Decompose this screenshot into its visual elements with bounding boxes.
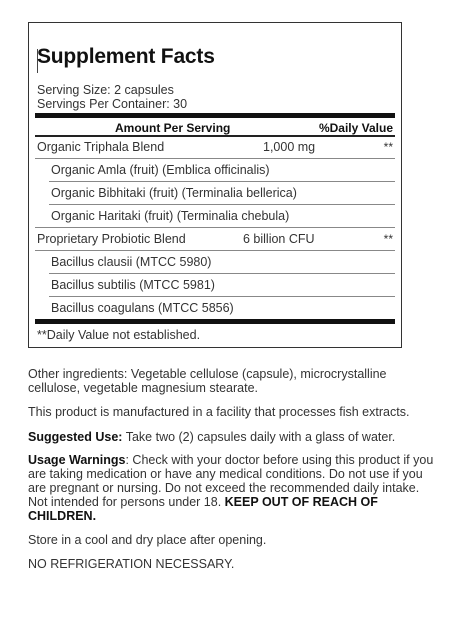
amount-per-serving-header: Amount Per Serving — [115, 121, 231, 135]
usage-warnings-label: Usage Warnings — [28, 453, 126, 467]
facility-statement: This product is manufactured in a facility that processes fish extracts. — [28, 405, 410, 419]
usage-warnings-line-4 — [28, 495, 378, 509]
footer-divider — [35, 319, 395, 324]
panel-title: Supplement Facts — [37, 45, 215, 68]
usage-warnings-text: : Check with your doctor before using this product if you — [125, 453, 434, 467]
ingredient-name: Organic Haritaki (fruit) (Terminalia chebula) — [51, 209, 290, 223]
storage-statement: Store in a cool and dry place after opening. — [28, 533, 267, 547]
table-header — [35, 121, 395, 135]
table-row — [35, 136, 395, 158]
ingredient-dv: ** — [383, 140, 393, 154]
usage-warnings-line-3: are pregnant or nursing. Do not exceed the recommended daily intake. — [28, 481, 420, 495]
ingredient-name: Organic Amla (fruit) (Emblica officinalis) — [51, 163, 270, 177]
daily-value-header: %Daily Value — [318, 121, 393, 135]
ingredient-amount: 1,000 mg — [263, 140, 316, 154]
usage-warnings-line-1 — [28, 453, 433, 467]
serving-size: Serving Size: 2 capsules — [37, 83, 174, 97]
suggested-use-label: Suggested Use: — [28, 430, 123, 444]
header-divider — [35, 113, 395, 118]
table-row — [35, 251, 395, 273]
ingredient-name: Bacillus clausii (MTCC 5980) — [51, 255, 212, 269]
suggested-use-text: Take two (2) capsules daily with a glass of water. — [122, 430, 396, 444]
table-row — [35, 297, 395, 319]
ingredient-name: Proprietary Probiotic Blend — [37, 232, 186, 246]
table-row — [35, 274, 395, 296]
suggested-use — [28, 430, 395, 444]
other-ingredients-line-1: Other ingredients: Vegetable cellulose (capsule), microcrystalline — [28, 367, 387, 381]
table-row — [35, 228, 395, 250]
ingredient-name: Bacillus coagulans (MTCC 5856) — [51, 301, 234, 315]
usage-warnings-line-2: are taking medication or have any medical conditions. Do not use if you — [28, 467, 423, 481]
ingredient-name: Organic Triphala Blend — [37, 140, 165, 154]
usage-warnings-text: Not intended for persons under 18. — [28, 495, 225, 509]
ingredient-name: Bacillus subtilis (MTCC 5981) — [51, 278, 215, 292]
refrigeration-statement: NO REFRIGERATION NECESSARY. — [28, 557, 235, 571]
table-row — [35, 159, 395, 181]
table-row — [35, 182, 395, 204]
supplement-facts-panel — [28, 22, 402, 348]
servings-per-container: Servings Per Container: 30 — [37, 97, 188, 111]
table-row — [35, 205, 395, 227]
other-ingredients-line-2: cellulose, vegetable magnesium stearate. — [28, 381, 258, 395]
ingredient-name: Organic Bibhitaki (fruit) (Terminalia bellerica) — [51, 186, 297, 200]
usage-warnings-line-5 — [28, 509, 96, 523]
daily-value-footnote: **Daily Value not established. — [37, 328, 201, 342]
ingredient-dv: ** — [383, 232, 393, 246]
keep-out-of-reach-children: CHILDREN. — [28, 509, 97, 523]
keep-out-of-reach: KEEP OUT OF REACH OF — [224, 495, 378, 509]
ingredient-amount: 6 billion CFU — [243, 232, 315, 246]
